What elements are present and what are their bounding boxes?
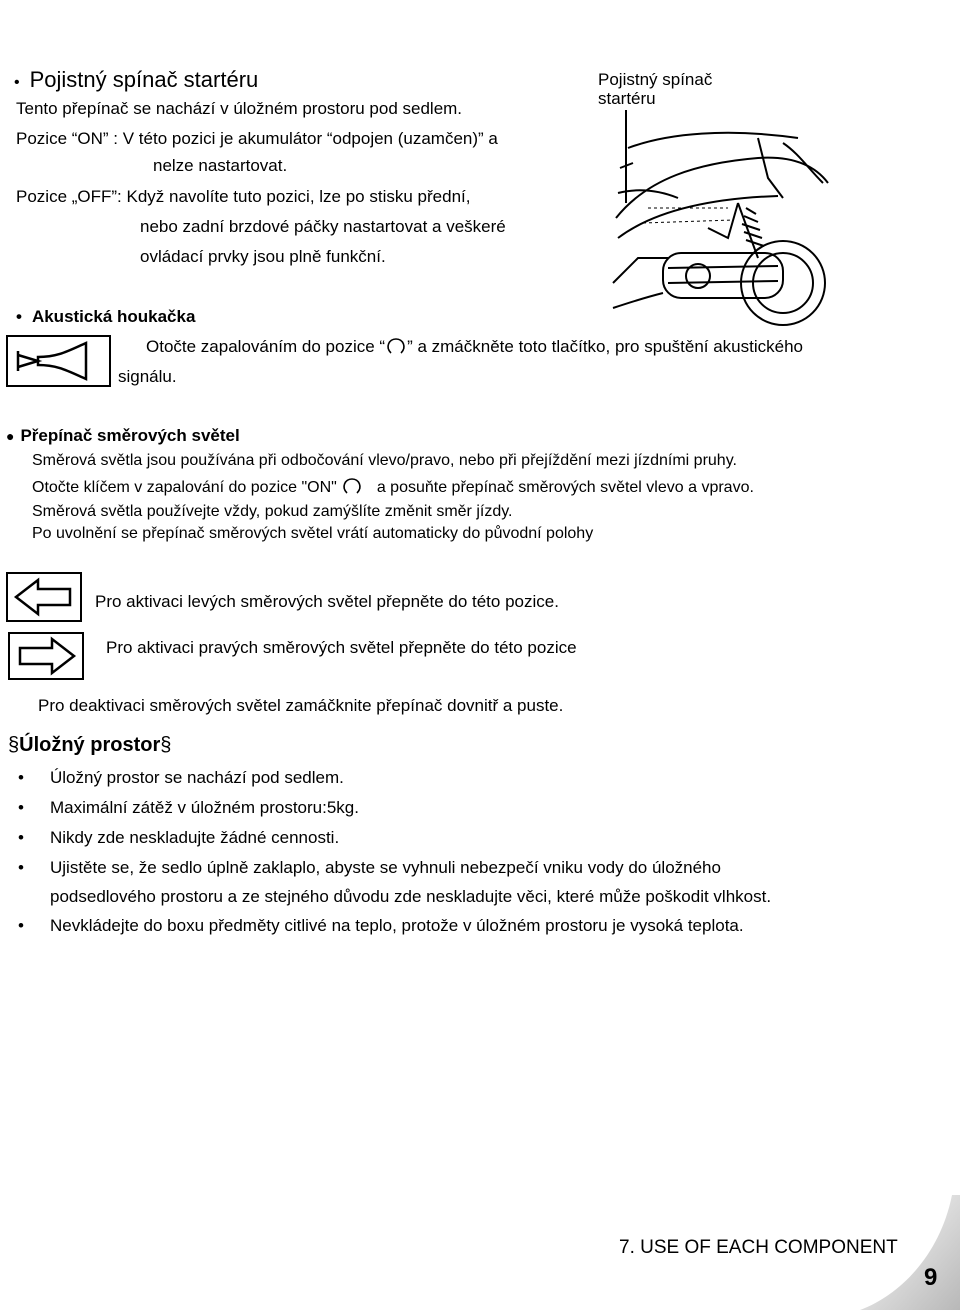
- list-item: [18, 798, 359, 818]
- section1-line: Pozice „OFF”: Když navolíte tuto pozici, lze po stisku přední,: [16, 187, 471, 206]
- scooter-illustration: [608, 108, 838, 326]
- bullet-icon: •: [14, 74, 20, 91]
- key-on-icon: [385, 337, 407, 355]
- figure-caption: [598, 70, 712, 108]
- section3-heading: [6, 426, 240, 446]
- section3-line: Směrová světla jsou používána při odbočování vlevo/pravo, nebo při přejíždění mezi jízdními pruhy.: [32, 452, 737, 469]
- section4-title: Úložný prostor: [19, 734, 161, 756]
- section3-title: Přepínač směrových světel: [20, 426, 240, 445]
- right-signal-text: Pro aktivaci pravých směrových světel přepněte do této pozice: [106, 638, 577, 657]
- horn-icon-graphic: [8, 337, 109, 385]
- section2-heading: [16, 307, 195, 327]
- right-arrow-icon: [8, 632, 84, 680]
- footer-chapter: 7. USE OF EACH COMPONENT: [619, 1237, 898, 1258]
- section1-line: nebo zadní brzdové páčky nastartovat a veškeré: [140, 217, 506, 236]
- bullet-icon: ●: [6, 428, 15, 444]
- bullet-icon: •: [18, 916, 24, 935]
- section1-line: nelze nastartovat.: [153, 156, 288, 175]
- left-arrow-icon: [6, 572, 82, 622]
- bullet-icon: •: [18, 858, 24, 877]
- section1-line: Tento přepínač se nachází v úložném prostoru pod sedlem.: [16, 99, 463, 118]
- list-item-text: Maximální zátěž v úložném prostoru:5kg.: [50, 798, 359, 817]
- list-item: [18, 828, 339, 848]
- list-item: [18, 858, 721, 878]
- page-number: 9: [924, 1264, 938, 1291]
- bullet-icon: •: [16, 307, 22, 326]
- key-on-icon: [341, 477, 363, 495]
- section2-line: [146, 337, 803, 357]
- section1-title: Pojistný spínač startéru: [29, 67, 259, 92]
- deactivate-text: Pro deaktivaci směrových světel zamáčknite přepínač dovnitř a puste.: [38, 696, 564, 715]
- bullet-icon: •: [18, 798, 24, 817]
- section3-line: [32, 477, 754, 498]
- section2-text: ” a zmáčkněte toto tlačítko, pro spuštění akustického: [407, 337, 804, 356]
- list-item-text: Nevkládejte do boxu předměty citlivé na teplo, protože v úložném prostoru je vysoká teplota.: [50, 916, 744, 935]
- section1-line: Pozice “ON” : V této pozici je akumulátor “odpojen (uzamčen)” a: [16, 129, 498, 148]
- section3-text: a posuňte přepínač směrových světel vlevo a vpravo.: [376, 479, 754, 496]
- list-item-continuation: podsedlového prostoru a ze stejného důvodu zde neskladujte věci, které může poškodit vlhkost.: [50, 887, 772, 906]
- left-arrow-graphic: [8, 574, 80, 620]
- left-signal-text: Pro aktivaci levých směrových světel přepněte do této pozice.: [95, 592, 559, 611]
- section-mark-icon: §: [160, 734, 172, 756]
- section3-line: Po uvolnění se přepínač směrových světel vrátí automaticky do původní polohy: [32, 525, 594, 542]
- bullet-icon: •: [18, 768, 24, 787]
- section1-line: ovládací prvky jsou plně funkční.: [140, 247, 386, 266]
- bullet-icon: •: [18, 828, 24, 847]
- right-arrow-graphic: [10, 634, 82, 678]
- list-item-text: Ujistěte se, že sedlo úplně zaklaplo, abyste se vyhnuli nebezpečí vniku vody do úložného: [50, 858, 721, 877]
- section-mark-icon: §: [8, 734, 20, 756]
- page-corner-decoration: [860, 1195, 960, 1310]
- section2-line: signálu.: [118, 367, 177, 386]
- section3-text: Otočte klíčem v zapalování do pozice "ON": [32, 479, 337, 496]
- list-item-text: Nikdy zde neskladujte žádné cennosti.: [50, 828, 340, 847]
- list-item-text: Úložný prostor se nachází pod sedlem.: [50, 768, 344, 787]
- section2-text: Otočte zapalováním do pozice “: [146, 337, 386, 356]
- horn-icon: [6, 335, 111, 387]
- section2-title: Akustická houkačka: [31, 307, 196, 326]
- list-item: [18, 916, 744, 936]
- figure-caption-line: startéru: [598, 89, 656, 108]
- list-item: [18, 768, 344, 788]
- figure-caption-line: Pojistný spínač: [598, 70, 713, 89]
- section4-heading: [8, 734, 171, 757]
- section3-line: Směrová světla používejte vždy, pokud zamýšlíte změnit směr jízdy.: [32, 503, 513, 520]
- section1-heading: [14, 67, 258, 93]
